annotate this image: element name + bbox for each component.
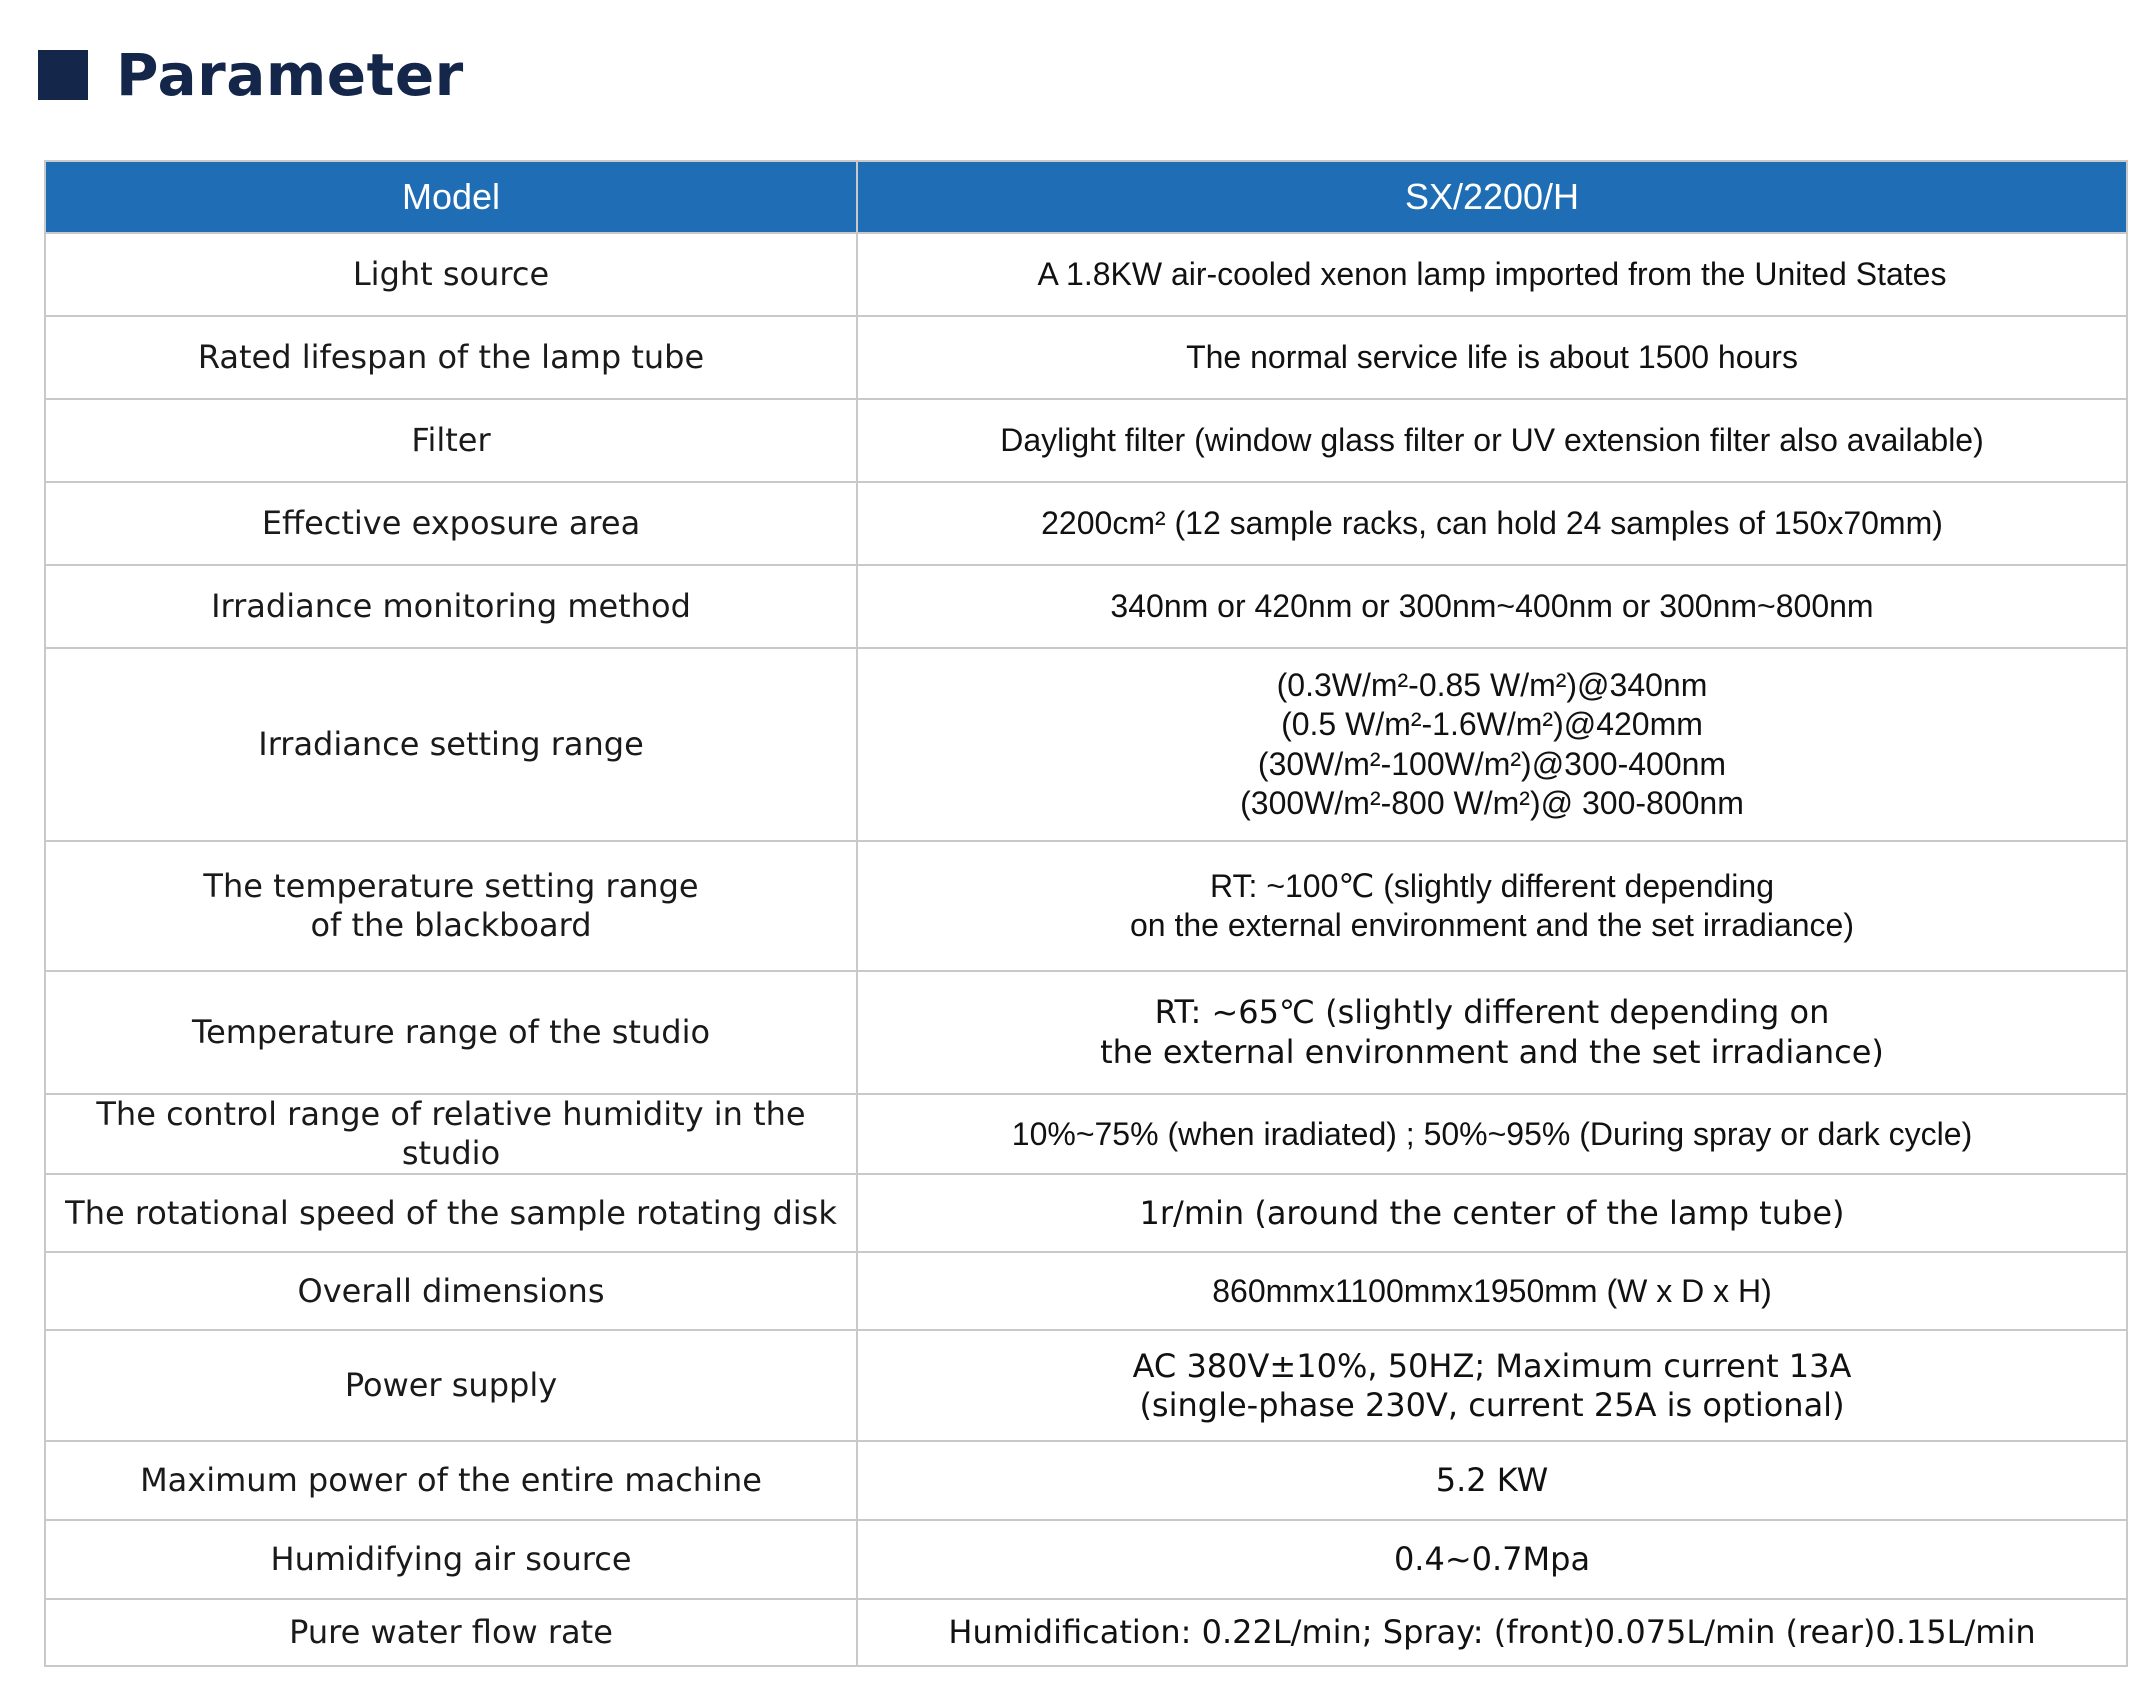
value-exposure-area: 2200cm² (12 sample racks, can hold 24 samples of 150x70mm) xyxy=(857,482,2127,565)
table-row xyxy=(45,1520,2127,1599)
page-header xyxy=(38,40,464,110)
value-filter: Daylight filter (window glass filter or UV extension filter also available) xyxy=(857,399,2127,482)
value-lamp-lifespan: The normal service life is about 1500 hours xyxy=(857,316,2127,399)
table-row xyxy=(45,1599,2127,1666)
table-row xyxy=(45,1441,2127,1520)
value-rotational-speed: 1r/min (around the center of the lamp tube) xyxy=(857,1174,2127,1252)
table-row xyxy=(45,233,2127,316)
value-irradiance-monitoring: 340nm or 420nm or 300nm~400nm or 300nm~800nm xyxy=(857,565,2127,648)
value-overall-dimensions: 860mmx1100mmx1950mm (W x D x H) xyxy=(857,1252,2127,1330)
value-power-supply: AC 380V±10%, 50HZ; Maximum current 13A (single-phase 230V, current 25A is optional) xyxy=(857,1330,2127,1441)
table-row xyxy=(45,565,2127,648)
header-model-value: SX/2200/H xyxy=(857,161,2127,233)
param-light-source: Light source xyxy=(45,233,857,316)
table-row xyxy=(45,1094,2127,1174)
param-humidifying-air-source: Humidifying air source xyxy=(45,1520,857,1599)
header-model: Model xyxy=(45,161,857,233)
value-maximum-power: 5.2 KW xyxy=(857,1441,2127,1520)
param-irradiance-monitoring: Irradiance monitoring method xyxy=(45,565,857,648)
param-irradiance-range: Irradiance setting range xyxy=(45,648,857,841)
value-light-source: A 1.8KW air-cooled xenon lamp imported from the United States xyxy=(857,233,2127,316)
table-row xyxy=(45,971,2127,1094)
param-power-supply: Power supply xyxy=(45,1330,857,1441)
table-row xyxy=(45,316,2127,399)
value-blackboard-temperature: RT: ~100℃ (slightly different depending on the external environment and the set irradiance) xyxy=(857,841,2127,971)
table-row xyxy=(45,1174,2127,1252)
page-title: Parameter xyxy=(116,41,464,109)
param-blackboard-temperature: The temperature setting range of the blackboard xyxy=(45,841,857,971)
parameter-table xyxy=(44,160,2128,1667)
param-exposure-area: Effective exposure area xyxy=(45,482,857,565)
table-header-row xyxy=(45,161,2127,233)
param-pure-water-flow: Pure water flow rate xyxy=(45,1599,857,1666)
table-row xyxy=(45,841,2127,971)
param-studio-temperature: Temperature range of the studio xyxy=(45,971,857,1094)
table-row xyxy=(45,1252,2127,1330)
param-lamp-lifespan: Rated lifespan of the lamp tube xyxy=(45,316,857,399)
table-row xyxy=(45,648,2127,841)
value-irradiance-range: (0.3W/m²-0.85 W/m²)@340nm (0.5 W/m²-1.6W/m²)@420mm (30W/m²-100W/m²)@300-400nm (300W/m²-800 W/m²)@ 300-800nm xyxy=(857,648,2127,841)
value-humidifying-air-source: 0.4~0.7Mpa xyxy=(857,1520,2127,1599)
title-square-icon xyxy=(38,50,88,100)
table-row xyxy=(45,482,2127,565)
value-humidity-range: 10%~75% (when iradiated) ; 50%~95% (During spray or dark cycle) xyxy=(857,1094,2127,1174)
param-humidity-range: The control range of relative humidity in the studio xyxy=(45,1094,857,1174)
param-filter: Filter xyxy=(45,399,857,482)
param-rotational-speed: The rotational speed of the sample rotating disk xyxy=(45,1174,857,1252)
table-row xyxy=(45,1330,2127,1441)
param-maximum-power: Maximum power of the entire machine xyxy=(45,1441,857,1520)
value-studio-temperature: RT: ~65℃ (slightly different depending on the external environment and the set irradiance) xyxy=(857,971,2127,1094)
param-overall-dimensions: Overall dimensions xyxy=(45,1252,857,1330)
table-row xyxy=(45,399,2127,482)
value-pure-water-flow: Humidification: 0.22L/min; Spray: (front)0.075L/min (rear)0.15L/min xyxy=(857,1599,2127,1666)
